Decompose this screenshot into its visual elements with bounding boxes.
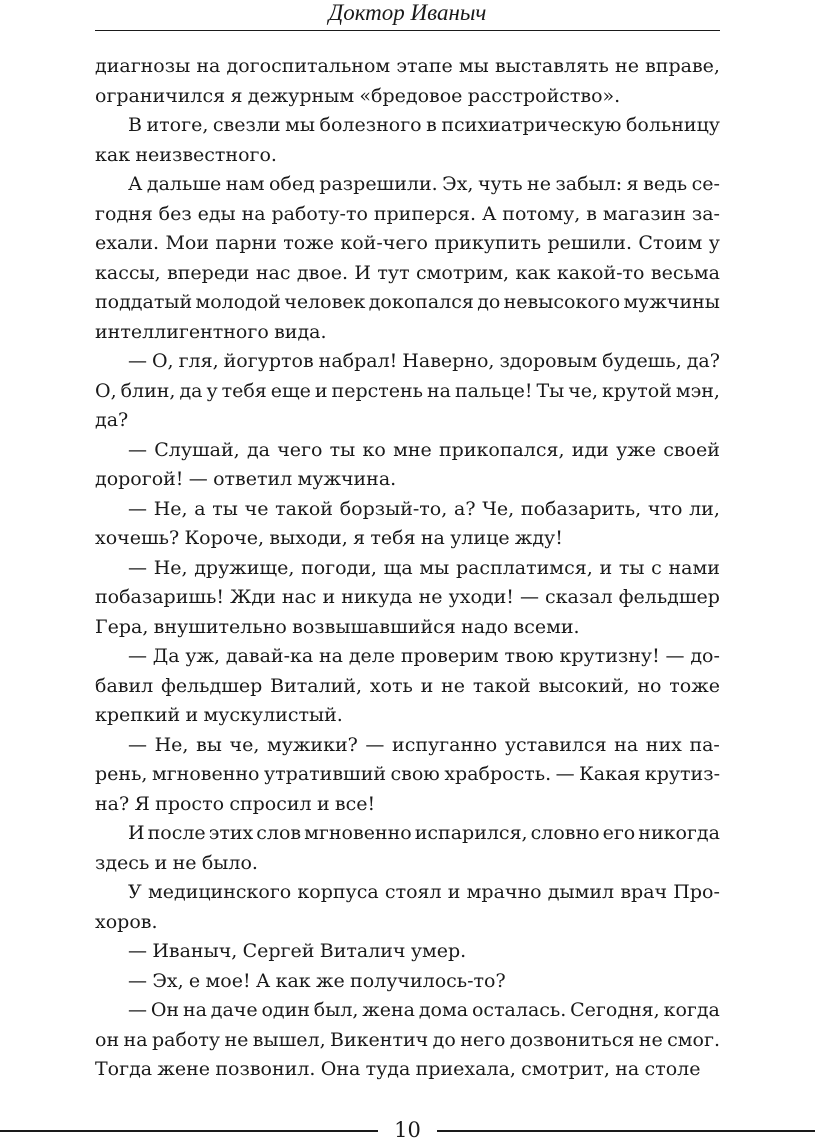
text-line: бавил фельдшер Виталий, хоть и не такой высокий, но тоже	[95, 674, 720, 697]
text-line: как неизвестного.	[95, 143, 277, 166]
text-line: ехали. Мои парни тоже кой-чего прикупить решили. Стоим у	[95, 232, 720, 254]
text-line: О, блин, да у тебя еще и перстень на пальце! Ты че, крутой мэн,	[95, 379, 720, 402]
text-line: крепкий и мускулистый.	[95, 704, 343, 726]
footer-rule-left	[0, 1130, 378, 1132]
text-line: на? Я просто спросил и все!	[95, 792, 376, 815]
text-line: Гера, внушительно возвышавшийся надо всеми.	[95, 615, 580, 638]
text-line: он на работу не вышел, Викентич до него дозвониться не смог.	[95, 1028, 720, 1051]
text-line: интеллигентного вида.	[95, 320, 327, 343]
text-line: А дальше нам обед разрешили. Эх, чуть не забыл: я ведь се-	[128, 173, 720, 195]
text-line: — Да уж, давай-ка на деле проверим твою крутизну! — до-	[128, 645, 720, 667]
text-line: — Не, а ты че такой борзый-то, а? Че, побазарить, что ли,	[128, 497, 720, 520]
footer-rule-right	[437, 1130, 815, 1132]
text-line: диагнозы на догоспитальном этапе мы выставлять не вправе,	[95, 55, 720, 77]
text-line: — Слушай, да чего ты ко мне прикопался, иди уже своей	[128, 438, 720, 461]
header-divider	[95, 30, 720, 31]
text-line: да?	[95, 409, 129, 431]
text-line: — О, гля, йогуртов набрал! Наверно, здоровым будешь, да?	[128, 350, 720, 372]
text-line: здесь и не было.	[95, 851, 258, 874]
text-line: годня без еды на работу-то приперся. А потому, в магазин за-	[95, 202, 720, 225]
text-line: рень, мгновенно утративший свою храбрость. — Какая крутиз-	[95, 763, 720, 785]
text-line: И после этих слов мгновенно испарился, словно его никогда	[128, 822, 720, 844]
text-line: У медицинского корпуса стоял и мрачно дымил врач Про-	[128, 881, 720, 903]
text-line: — Иваныч, Сергей Виталич умер.	[128, 940, 467, 962]
text-line: дорогой! — ответил мужчина.	[95, 468, 397, 490]
text-line: — Эх, е мое! А как же получилось-то?	[128, 969, 506, 992]
running-title: Доктор Иваныч	[328, 0, 487, 25]
body-text	[95, 52, 720, 1085]
text-line: ограничился я дежурным «бредовое расстройство».	[95, 84, 621, 107]
text-line: Тогда жене позвонил. Она туда приехала, смотрит, на столе	[95, 1058, 701, 1080]
text-line: хоров.	[95, 910, 158, 933]
text-line: поддатый молодой человек докопался до невысокого мужчины	[95, 291, 720, 313]
text-line: — Не, вы че, мужики? — испуганно уставился на них па-	[128, 733, 720, 756]
text-line: — Он на даче один был, жена дома осталась. Сегодня, когда	[128, 999, 720, 1021]
text-line: хочешь? Короче, выходи, я тебя на улице жду!	[95, 527, 563, 549]
page-number: 10	[394, 1118, 421, 1142]
text-line: побазаришь! Жди нас и никуда не уходи! — сказал фельдшер	[95, 586, 720, 608]
text-line: В итоге, свезли мы болезного в психиатрическую больницу	[128, 114, 720, 136]
text-line: кассы, впереди нас двое. И тут смотрим, как какой-то весьма	[95, 261, 720, 284]
text-line: — Не, дружище, погоди, ща мы расплатимся, и ты с нами	[128, 556, 720, 579]
